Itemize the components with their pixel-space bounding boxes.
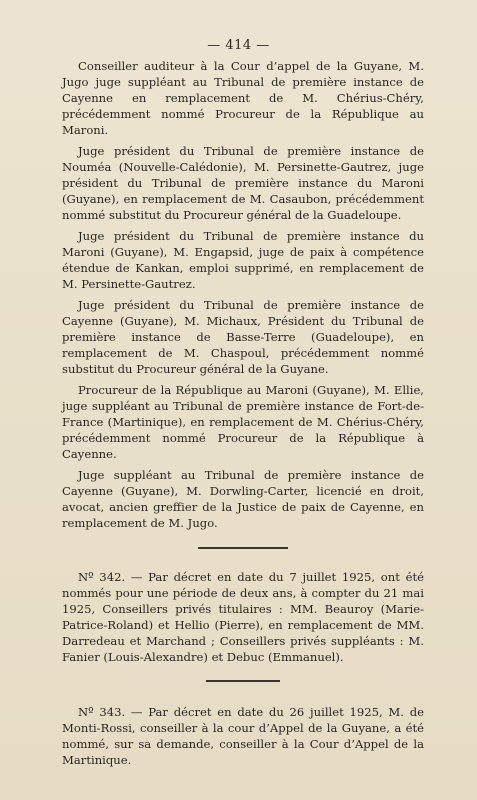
page-number: — 414 — (207, 38, 270, 53)
decree-342: Nº 342. — Par décret en date du 7 juillet 1925, ont été nommés pour une période de deux ans, à compter du 21 mai 1925, Conseillers privés titulaires : MM. Beauroy (Marie-Patrice-Roland) et Hellio (Pierre), en remplacement de MM. Darredeau et Marchand ; Conseillers privés suppléants : M. Fanier (Louis-Alexandre) et Debuc (Emmanuel). (62, 570, 424, 664)
section-divider (198, 547, 288, 549)
section-divider-2 (206, 680, 280, 682)
paragraph-dorwling-carter: Juge suppléant au Tribunal de première instance de Cayenne (Guyane), M. Dorwling-Carter, licencié en droit, avocat, ancien greffier de la Justice de paix de Cayenne, en remplacement de M. Jugo. (62, 468, 424, 530)
paragraph-michaux: Juge président du Tribunal de première instance de Cayenne (Guyane), M. Michaux, Président du Tribunal de première instance de Basse-Terre (Guadeloupe), en remplacement de M. Chaspoul, précédemment nommé substitut du Procureur général de la Guyane. (62, 298, 424, 376)
paragraph-ellie: Procureur de la République au Maroni (Guyane), M. Ellie, juge suppléant au Tribunal de première instance de Fort-de-France (Martinique), en remplacement de M. Chérius-Chéry, précédemment nommé Procureur de la République à Cayenne. (62, 383, 424, 461)
paragraph-jugo: Conseiller auditeur à la Cour d’appel de la Guyane, M. Jugo juge suppléant au Tribunal de première instance de Cayenne en remplacement de M. Chérius-Chéry, précédemment nommé Procureur de la République au Maroni. (62, 59, 424, 137)
decree-343: Nº 343. — Par décret en date du 26 juillet 1925, M. de Monti-Rossi, conseiller à la cour d’Appel de la Guyane, a été nommé, sur sa demande, conseiller à la Cour d’Appel de la Martinique. (62, 705, 424, 767)
paragraph-persinette-gautrez: Juge président du Tribunal de première instance de Nouméa (Nouvelle-Calédonie), M. Persinette-Gautrez, juge président du Tribunal de première instance du Maroni (Guyane), en remplacement de M. Casaubon, précédemment nommé substitut du Procureur général de la Guadeloupe. (62, 144, 424, 222)
paragraph-engapsid: Juge président du Tribunal de première instance du Maroni (Guyane), M. Engapsid, juge de paix à compétence étendue de Kankan, emploi supprimé, en remplacement de M. Persinette-Gautrez. (62, 229, 424, 291)
page-content (62, 58, 424, 768)
